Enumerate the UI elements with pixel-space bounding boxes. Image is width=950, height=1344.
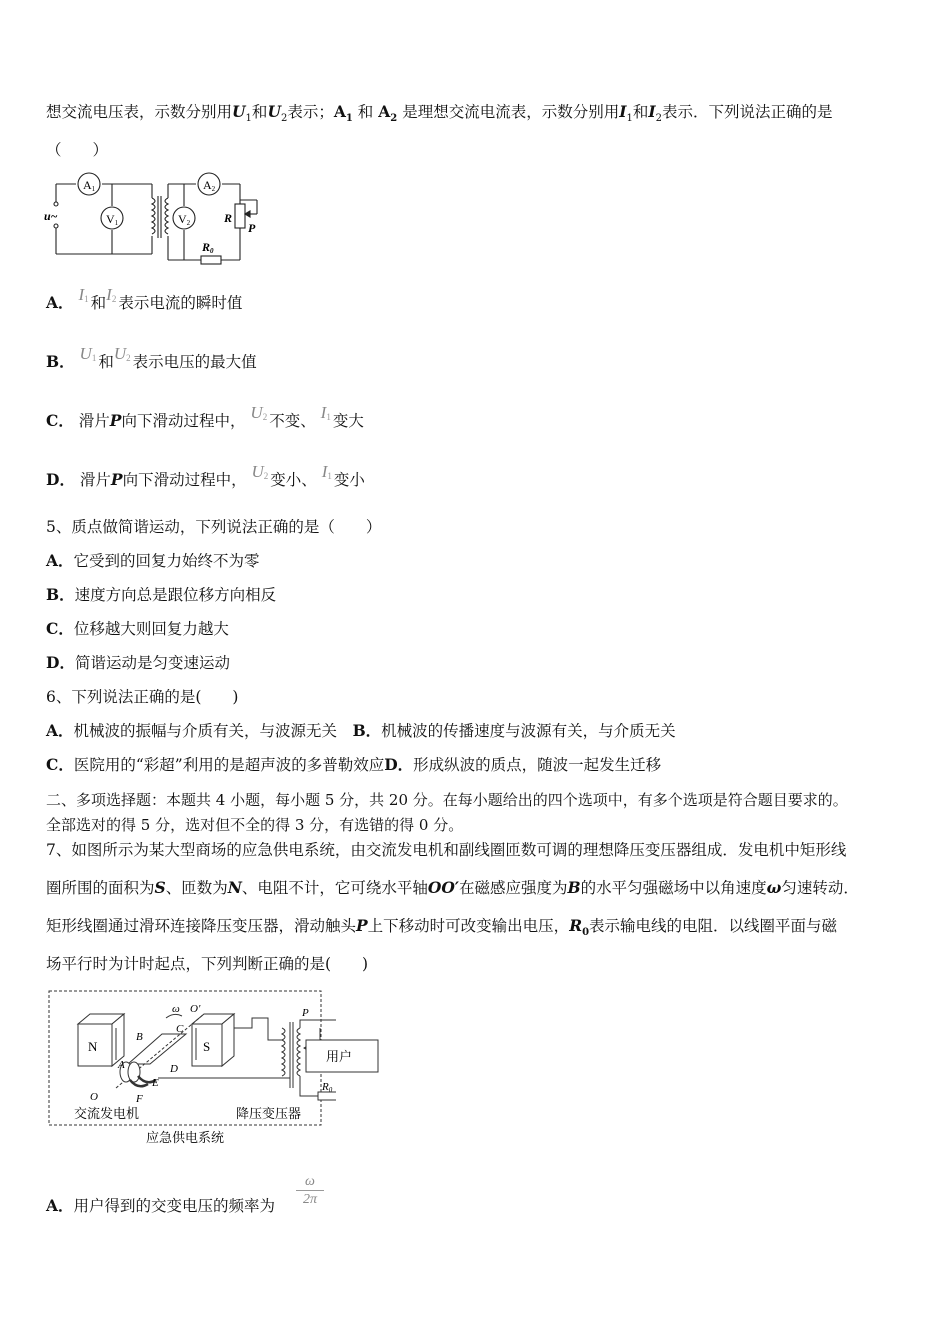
q5-option-b: B．速度方向总是跟位移方向相反	[46, 585, 277, 604]
voltmeter-v2-label: V2	[178, 212, 191, 227]
fraction-numerator: ω	[305, 1174, 315, 1189]
q5-option-a: A．它受到的回复力始终不为零	[46, 551, 260, 570]
coil-b-label: B	[136, 1031, 143, 1043]
q4-stem-line1: 想交流电压表，示数分别用$U_1$和$U_2$表示；$A_1$ 和 $A_2$ 是理想交流电流表，示数分别用$I_1$和$I_2$表示．下列说法正确的是	[46, 102, 833, 125]
ring-f-label: F	[136, 1093, 143, 1105]
q7-option-a: A．用户得到的交变电压的频率为	[46, 1196, 276, 1215]
source-u-label: u~	[44, 209, 58, 223]
q7-stem-line4: 场平行时为计时起点，下列判断正确的是( )	[46, 955, 369, 973]
omega-label: ω	[172, 1003, 180, 1015]
q4-option-a: A． $I^1$ 和$I^2$ 表示电流的瞬时值	[46, 285, 243, 312]
user-label: 用户	[326, 1049, 353, 1064]
section2-heading-line2: 全部选对的得 5 分，选对但不全的得 3 分，有选错的得 0 分。	[46, 816, 464, 834]
q4-option-c: C． 滑片P向下滑动过程中， $U^2$ 不变、 $I^1$ 变大	[46, 403, 364, 430]
q6-stem: 6、下列说法正确的是( )	[46, 688, 239, 706]
figure-caption: 应急供电系统	[146, 1130, 225, 1145]
ammeter-a1-label: A1	[83, 178, 96, 193]
resistor-r-label: R	[224, 211, 233, 225]
slider-p-label: P	[248, 221, 256, 235]
q6-options-ab: A．机械波的振幅与介质有关，与波源无关 B．机械波的传播速度与波源有关，与介质无关	[46, 721, 676, 740]
user-box	[300, 1038, 384, 1078]
coil-a-label: A	[118, 1059, 125, 1071]
magnet-s-label: S	[203, 1039, 211, 1054]
q5-option-d: D．简谐运动是匀变速运动	[46, 653, 230, 672]
q4-option-b: B． $U^1$ 和$U^2$ 表示电压的最大值	[46, 344, 257, 371]
frequency-fraction	[296, 1174, 324, 1209]
slider-p-label: P	[302, 1007, 309, 1019]
q7-stem-line3: 矩形线圈通过滑环连接降压变压器，滑动触头P上下移动时可改变输出电压，$R_0$表示输电线的电阻．以线圈平面与磁	[46, 916, 838, 939]
q5-option-c: C．位移越大则回复力越大	[46, 619, 229, 638]
coil-d-label: D	[170, 1063, 178, 1075]
axis-o-prime-label: O'	[190, 1003, 201, 1015]
transformer-label: 降压变压器	[236, 1106, 302, 1121]
q4-answer-paren: （ ）	[46, 141, 109, 159]
q6-options-cd: C．医院用的“彩超”利用的是超声波的多普勒效应D．形成纵波的质点，随波一起发生迁移	[46, 755, 662, 774]
q7-stem-line1: 7、如图所示为某大型商场的应急供电系统，由交流发电机和副线圈匝数可调的理想降压变压器组成．发电机中矩形线	[46, 841, 847, 859]
ammeter-a2-label: A2	[203, 178, 216, 193]
section2-heading-line1: 二、多项选择题：本题共 4 小题，每小题 5 分，共 20 分。在每小题给出的四个选项中，有多个选项是符合题目要求的。	[46, 791, 848, 809]
generator-label: 交流发电机	[74, 1106, 140, 1121]
resistor-r0-label: R0	[202, 240, 214, 255]
ring-e-label: E	[152, 1077, 159, 1089]
fraction-denominator: 2π	[296, 1190, 324, 1209]
q4-option-d: D． 滑片P向下滑动过程中， $U^2$ 变小、 $I^1$ 变小	[46, 462, 365, 489]
q7-emergency-power-figure	[46, 988, 336, 1148]
q4-circuit-figure	[44, 170, 274, 270]
axis-o-label: O	[90, 1091, 98, 1103]
coil-c-label: C	[176, 1023, 184, 1035]
magnet-n-label: N	[88, 1039, 98, 1054]
q7-stem-line2: 圈所围的面积为S、匝数为N、电阻不计，它可绕水平轴OO′在磁感应强度为B的水平匀强磁场中以角速度ω匀速转动．	[46, 878, 859, 897]
q5-stem: 5、质点做简谐运动，下列说法正确的是（ ）	[46, 518, 382, 536]
resistor-r0-label: R0	[322, 1081, 333, 1094]
voltmeter-v1-label: V1	[106, 212, 119, 227]
